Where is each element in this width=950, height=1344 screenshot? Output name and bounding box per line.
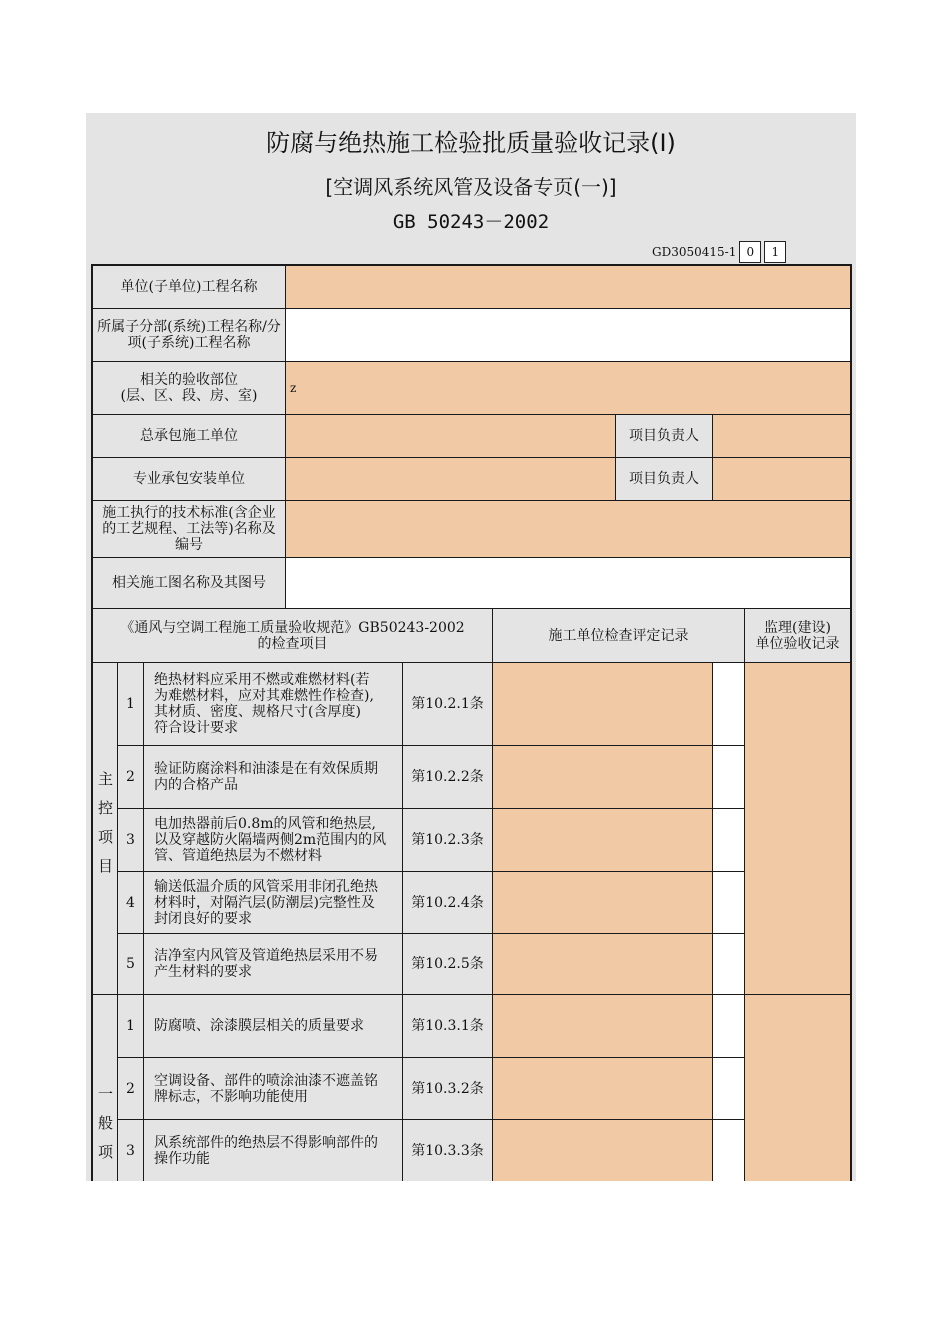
general-contractor-label: 总承包施工单位 [92,414,286,458]
clause-ref: 第10.3.2条 [402,1057,493,1120]
clause-ref: 第10.2.1条 [402,662,493,746]
location-label: 相关的验收部位 (层、区、段、房、室) [92,361,286,415]
check-item-text: 防腐喷、涂漆膜层相关的质量要求 [143,994,403,1058]
code-box-2[interactable]: 1 [764,241,786,263]
record-header: 施工单位检查评定记录 [492,608,745,663]
record-mark-field[interactable] [712,871,745,934]
check-item-text: 输送低温介质的风管采用非闭孔绝热 材料时，对隔汽层(防潮层)完整性及 封闭良好的要求 [143,871,403,934]
project-manager-label-1: 项目负责人 [615,414,713,458]
check-item-text: 洁净室内风管及管道绝热层采用不易 产生材料的要求 [143,933,403,995]
check-item-text: 风系统部件的绝热层不得影响部件的 操作功能 [143,1119,403,1181]
row-number: 1 [117,662,144,746]
row-number: 5 [117,933,144,995]
row-number: 4 [117,871,144,934]
check-item-text: 绝热材料应采用不燃或难燃材料(若 为难燃材料，应对其难燃性作检查), 其材质、密度、规格尺寸(含厚度) 符合设计要求 [143,662,403,746]
record-mark-field[interactable] [712,1057,745,1120]
general-label: 一般项 [96,1085,114,1173]
record-field[interactable] [492,1119,713,1181]
record-mark-field[interactable] [712,1119,745,1181]
clause-ref: 第10.2.2条 [402,745,493,809]
form-code-group [652,241,786,263]
row-number: 3 [117,808,144,872]
form-subtitle: [空调风系统风管及设备专页(一)] [325,175,617,199]
project-manager-field-2[interactable] [712,457,851,501]
row-number: 1 [117,994,144,1058]
record-mark-field[interactable] [712,745,745,809]
location-field[interactable]: z [285,361,851,415]
record-mark-field[interactable] [712,994,745,1058]
form-code: GD3050415-1 [652,245,737,259]
main-control-label-cell [92,662,118,995]
row-number: 2 [117,1057,144,1120]
project-manager-field-1[interactable] [712,414,851,458]
row-number: 2 [117,745,144,809]
record-mark-field[interactable] [712,808,745,872]
row-number: 3 [117,1119,144,1181]
general-label-cell [92,994,118,1181]
sub-project-label: 所属子分部(系统)工程名称/分项(子系统)工程名称 [92,308,286,362]
drawing-label: 相关施工图名称及其图号 [92,557,286,609]
project-manager-label-2: 项目负责人 [615,457,713,501]
record-mark-field[interactable] [712,933,745,995]
record-field[interactable] [492,745,713,809]
record-field[interactable] [492,871,713,934]
clause-ref: 第10.2.3条 [402,808,493,872]
clause-ref: 第10.3.3条 [402,1119,493,1181]
clause-ref: 第10.2.5条 [402,933,493,995]
record-field[interactable] [492,808,713,872]
clause-ref: 第10.2.4条 [402,871,493,934]
sub-contractor-label: 专业承包安装单位 [92,457,286,501]
record-field[interactable] [492,662,713,746]
standard-code: GB 50243－2002 [392,211,550,233]
sub-contractor-field[interactable] [285,457,616,501]
code-box-1[interactable]: 0 [739,241,761,263]
check-item-text: 空调设备、部件的喷涂油漆不遮盖铭 牌标志，不影响功能使用 [143,1057,403,1120]
clause-ref: 第10.3.1条 [402,994,493,1058]
record-field[interactable] [492,933,713,995]
form-title: 防腐与绝热施工检验批质量验收记录(Ⅰ) [266,129,676,157]
main-control-label: 主控项目 [96,770,114,887]
record-field[interactable] [492,994,713,1058]
supervisor-header: 监理(建设) 单位验收记录 [744,608,851,663]
spec-header: 《通风与空调工程施工质量验收规范》GB50243-2002 的检查项目 [92,608,493,663]
main-control-supervisor-field[interactable] [744,662,851,995]
sub-project-field[interactable] [285,308,851,362]
unit-project-label: 单位(子单位)工程名称 [92,265,286,309]
check-item-text: 验证防腐涂料和油漆是在有效保质期 内的合格产品 [143,745,403,809]
record-mark-field[interactable] [712,662,745,746]
general-contractor-field[interactable] [285,414,616,458]
general-supervisor-field[interactable] [744,994,851,1181]
technical-standard-field[interactable] [285,500,851,558]
drawing-field[interactable] [285,557,851,609]
inspection-form-sheet [86,113,856,1181]
technical-standard-label: 施工执行的技术标准(含企业的工艺规程、工法等)名称及编号 [92,500,286,558]
check-item-text: 电加热器前后0.8m的风管和绝热层, 以及穿越防火隔墙两侧2m范围内的风 管、管道绝热层为不燃材料 [143,808,403,872]
unit-project-field[interactable] [285,265,851,309]
record-field[interactable] [492,1057,713,1120]
